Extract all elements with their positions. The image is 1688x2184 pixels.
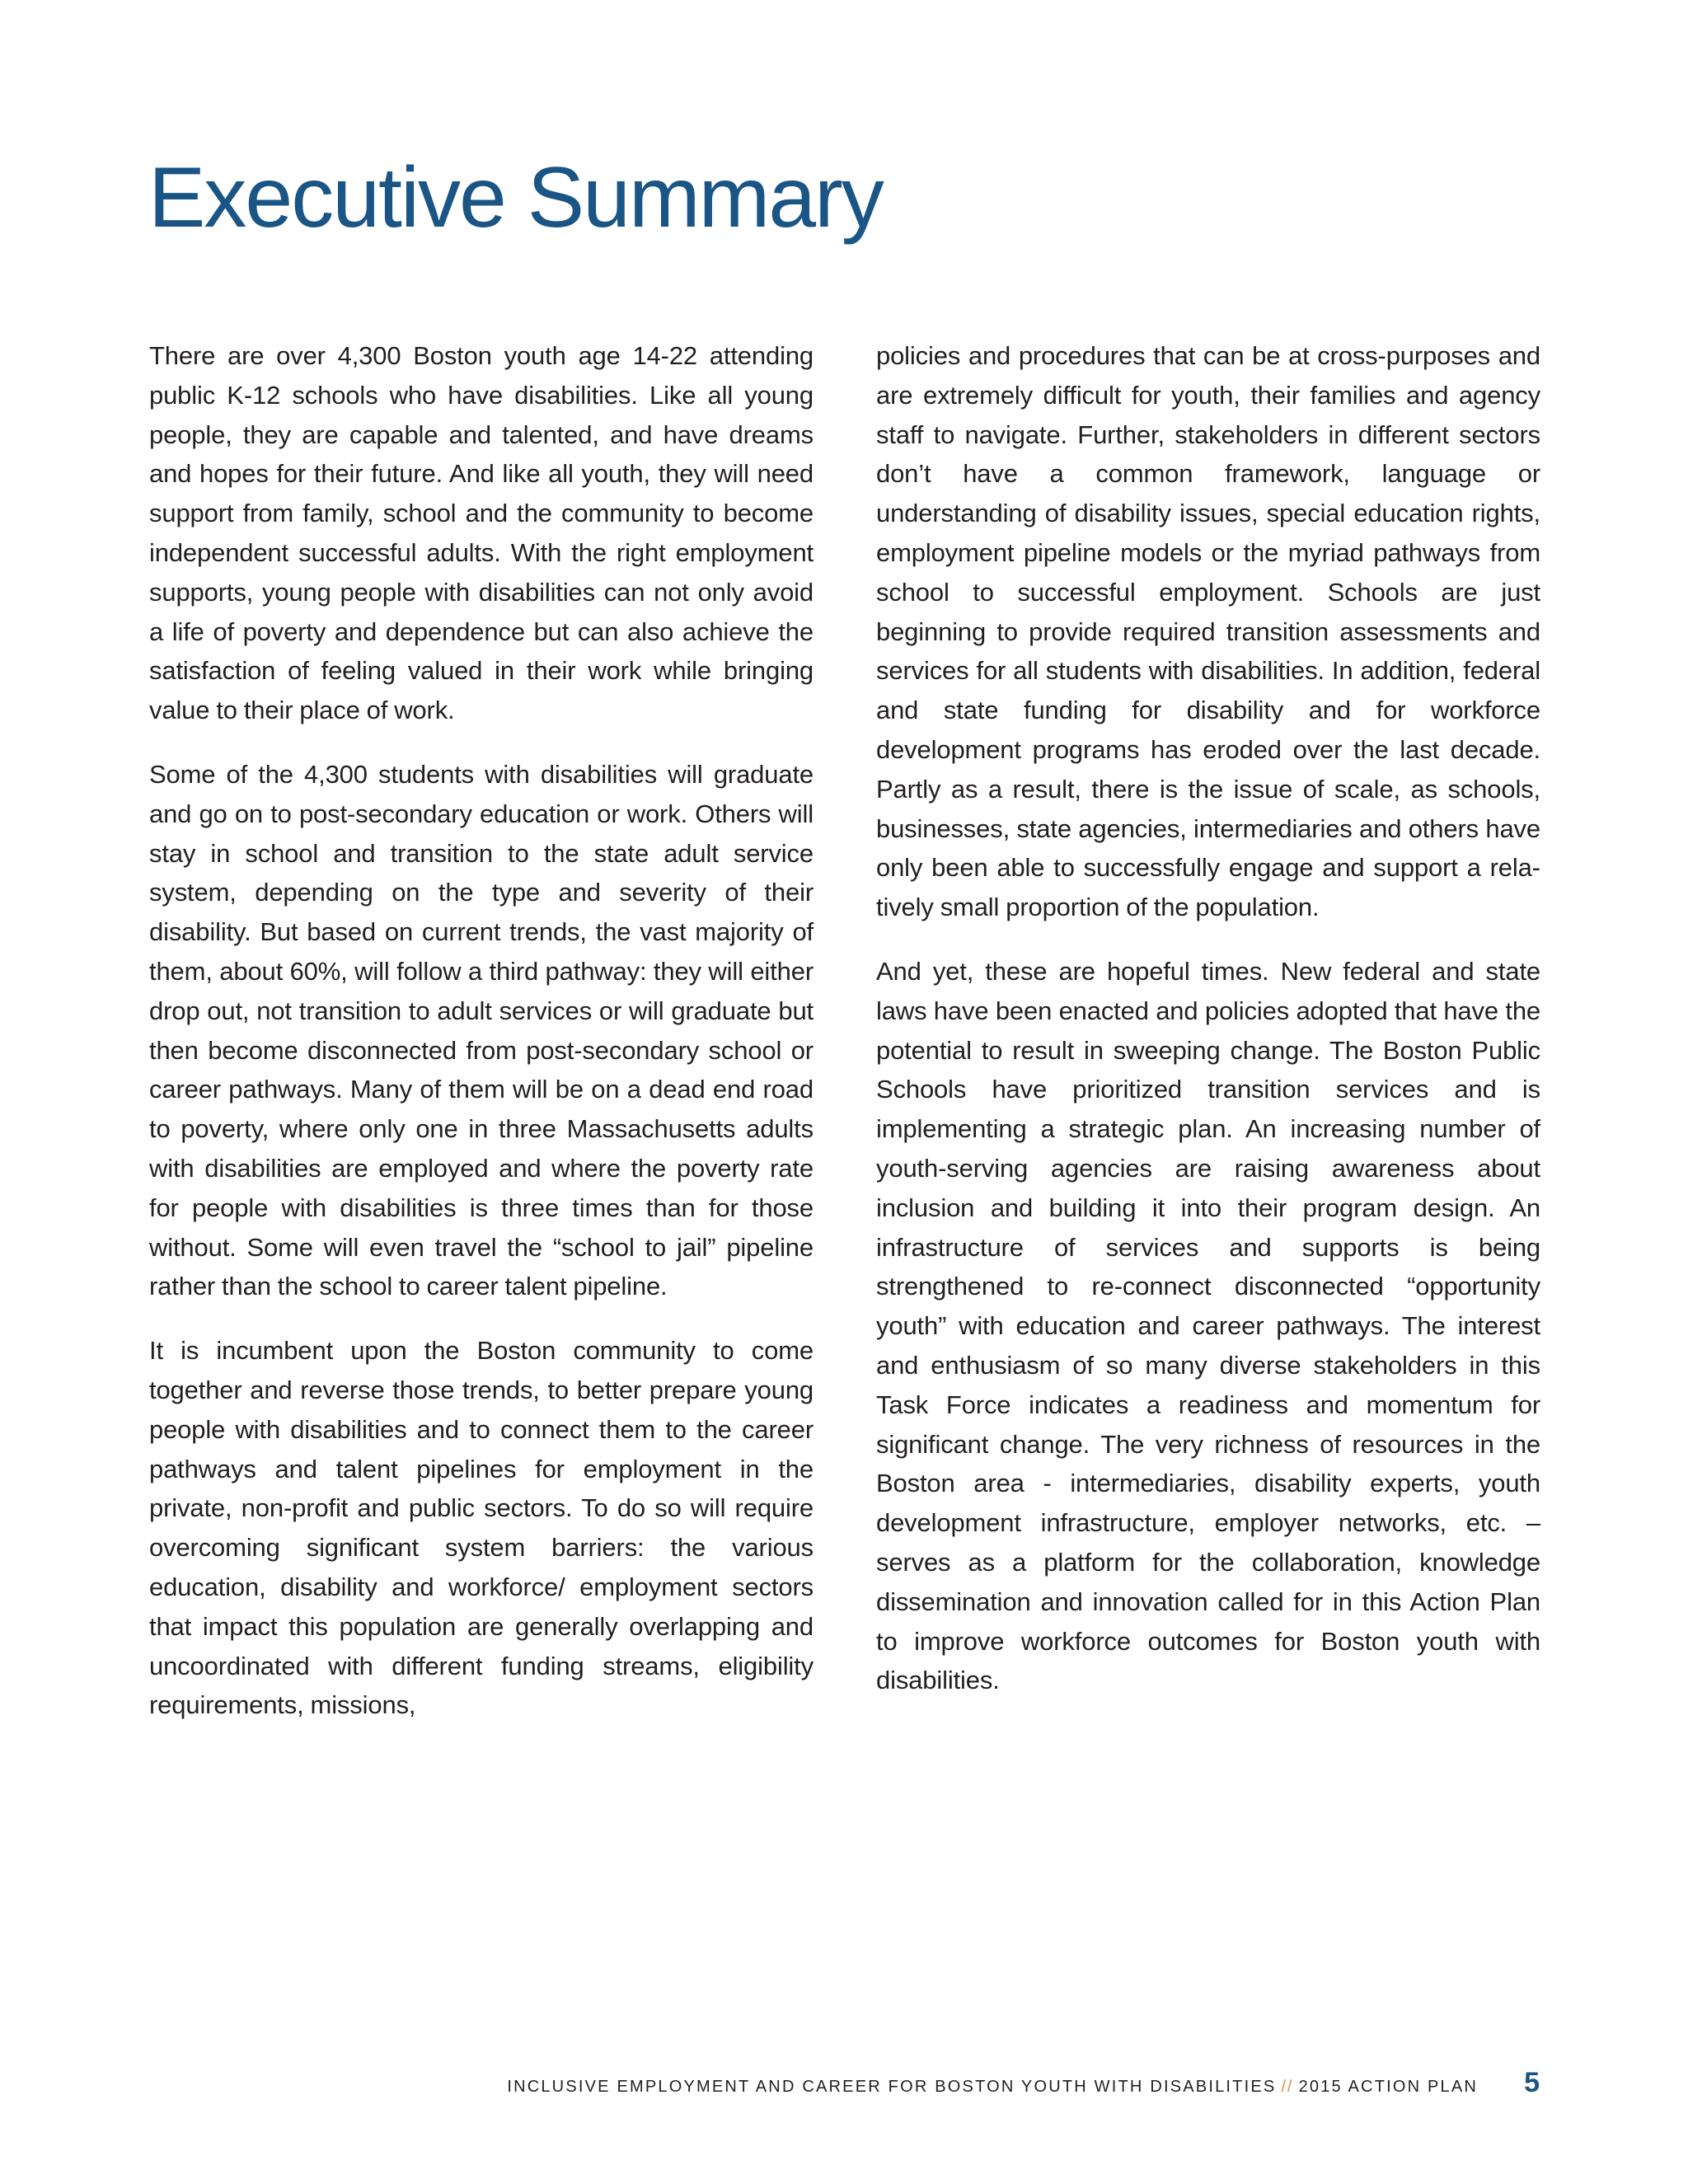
paragraph-community-barriers: It is incumbent upon the Boston community to come together and reverse those trends, to better prepare young people with disabilities and to connect them to the career pathways and talent pipelines for employment in the private, non-profit and public sectors. To do so will require overcoming significant system barriers: the various education, disability and workforce/ employment sectors that impact this population are generally overlapping and uncoordinated with different funding streams, eligibility requirements, missions,: [149, 1336, 814, 1720]
page-footer: [507, 2067, 1540, 2099]
footer-separator: //: [1281, 2078, 1294, 2096]
page-number: 5: [1524, 2067, 1540, 2098]
footer-publication-title: INCLUSIVE EMPLOYMENT AND CAREER FOR BOSTON YOUTH WITH DISABILITIES: [507, 2078, 1277, 2096]
paragraph-policies-funding: policies and procedures that can be at cross-purposes and are extremely difficult for youth, their families and agency staff to navigate. Further, stakeholders in different sectors don’t have a common framework, language or understanding of disability issues, special education rights, employment pipeline models or the myriad pathways from school to successful employment. Schools are just beginning to provide required transition assessments and services for all students with disabilities. In addition, federal and state funding for disability and for workforce development programs has eroded over the last decade. Partly as a result, there is the issue of scale, as schools, businesses, state agencies, intermediaries and others have only been able to successfully engage and support a relatively small proportion of the population.: [876, 341, 1540, 922]
right-column: [876, 336, 1540, 1750]
body-columns: [149, 336, 1540, 1750]
footer-plan-label: 2015 ACTION PLAN: [1298, 2078, 1479, 2096]
paragraph-youth-overview: There are over 4,300 Boston youth age 14-22 attending public K-12 schools who have disabilities. Like all young people, they are capable and talented, and have dreams and hopes for their future. And like all youth, they will need support from family, school and the community to become independent successful adults. With the right employment supports, young people with disabilities can not only avoid a life of poverty and dependence but can also achieve the satisfaction of feeling valued in their work while bringing value to their place of work.: [149, 341, 814, 725]
paragraph-hopeful-times: And yet, these are hopeful times. New federal and state laws have been enacted and policies adopted that have the potential to result in sweeping change. The Boston Public Schools have prioritized transition services and is implementing a strategic plan. An increasing number of youth-serving agencies are raising awareness about inclusion and building it into their program design. An infrastructure of services and supports is being strengthened to re-connect disconnected “opportunity youth” with education and career pathways. The interest and enthusiasm of so many diverse stakeholders in this Task Force indicates a readiness and momentum for significant change. The very richness of resources in the Boston area - intermediaries, disability experts, youth development infrastructure, employer networks, etc. – serves as a platform for the collaboration, knowledge dissemination and innovation called for in this Action Plan to improve workforce outcomes for Boston youth with disabilities.: [876, 956, 1540, 1695]
paragraph-pathways: Some of the 4,300 students with disabilities will graduate and go on to post-secondary education or work. Others will stay in school and transition to the state adult service system, depending on the type and severity of their disability. But based on current trends, the vast majority of them, about 60%, will follow a third pathway: they will either drop out, not transition to adult services or will graduate but then become disconnected from post-secondary school or career pathways. Many of them will be on a dead end road to poverty, where only one in three Massachusetts adults with disabilities are employed and where the poverty rate for people with disabilities is three times than for those without. Some will even travel the “school to jail” pipeline rather than the school to career talent pipeline.: [149, 759, 814, 1301]
page-title: Executive Summary: [148, 150, 883, 246]
left-column: [149, 336, 814, 1750]
